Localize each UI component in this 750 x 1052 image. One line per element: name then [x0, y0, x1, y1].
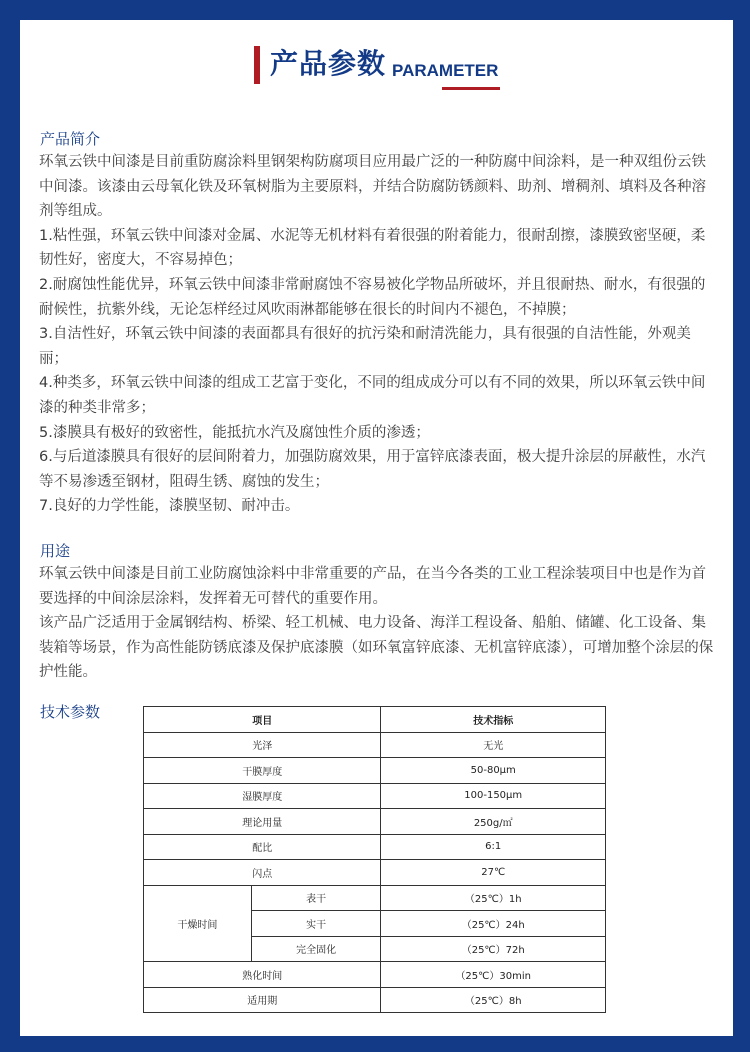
section-header — [20, 20, 733, 120]
intro-point-2: 2.耐腐蚀性能优异，环氧云铁中间漆非常耐腐蚀不容易被化学物品所破坏，并且很耐热、耐水，有很强的耐候性，抗紫外线，无论怎样经过风吹雨淋都能够在很长的时间内不褪色，不掉膜； — [39, 276, 706, 318]
intro-point-3: 3.自洁性好，环氧云铁中间漆的表面都具有很好的抗污染和耐清洗能力，具有很强的自洁性能，外观美丽； — [39, 326, 691, 367]
intro-point-4: 4.种类多，环氧云铁中间漆的组成工艺富于变化，不同的组成成分可以有不同的效果，所以环氧云铁中间漆的种类非常多； — [39, 375, 706, 416]
row-item: 闪点 — [144, 860, 381, 886]
row-spec: （25℃）8h — [381, 987, 606, 1013]
header-accent-bar — [254, 46, 260, 84]
row-item: 配比 — [144, 834, 381, 860]
intro-point-7: 7.良好的力学性能，漆膜坚韧、耐冲击。 — [39, 498, 300, 515]
content-panel — [20, 20, 733, 1036]
row-spec: （25℃）30min — [381, 962, 606, 988]
row-subitem: 完全固化 — [251, 936, 381, 962]
row-item: 湿膜厚度 — [144, 783, 381, 809]
row-spec: 250g/㎡ — [381, 809, 606, 835]
usage-paragraph-2: 该产品广泛适用于金属钢结构、桥梁、轻工机械、电力设备、海洋工程设备、船舶、储罐、化工设备、集装箱等场景，作为高性能防锈底漆及保护底漆膜（如环氧富锌底漆、无机富锌底漆），可增加整个涂层的保护性能。 — [39, 615, 714, 681]
row-spec: 无光 — [381, 732, 606, 758]
intro-point-6: 6.与后道漆膜具有很好的层间附着力，加强防腐效果，用于富锌底漆表面，极大提升涂层的屏蔽性，水汽等不易渗透至钢材，阻碍生锈、腐蚀的发生； — [39, 449, 706, 490]
row-subitem: 表干 — [251, 885, 381, 911]
tech-heading: 技术参数 — [40, 703, 101, 721]
row-spec: 50-80μm — [381, 758, 606, 784]
header-item: 项目 — [144, 707, 381, 733]
row-item: 理论用量 — [144, 809, 381, 835]
row-item: 光泽 — [144, 732, 381, 758]
table-row — [144, 834, 606, 860]
page-title: 产品参数 — [270, 47, 387, 80]
page-title-english: PARAMETER — [392, 61, 499, 80]
table-row — [144, 962, 606, 988]
drying-time-label: 干燥时间 — [144, 885, 252, 962]
row-item: 干膜厚度 — [144, 758, 381, 784]
row-spec: 100-150μm — [381, 783, 606, 809]
intro-point-1: 1.粘性强，环氧云铁中间漆对金属、水泥等无机材料有着很强的附着能力，很耐刮擦，漆膜致密坚硬，柔韧性好，密度大，不容易掉色； — [39, 227, 706, 269]
row-subitem: 实干 — [251, 911, 381, 937]
intro-text — [39, 150, 717, 519]
row-spec: （25℃）24h — [381, 911, 606, 937]
intro-heading: 产品简介 — [40, 130, 101, 148]
table-row — [144, 732, 606, 758]
table-header-row — [144, 707, 606, 733]
table-row — [144, 783, 606, 809]
usage-heading: 用途 — [40, 542, 71, 560]
row-spec: （25℃）1h — [381, 885, 606, 911]
usage-paragraph-1: 环氧云铁中间漆是目前工业防腐蚀涂料中非常重要的产品，在当今各类的工业工程涂装项目中也是作为首要选择的中间涂层涂料，发挥着无可替代的重要作用。 — [39, 566, 706, 607]
table-row — [144, 987, 606, 1013]
row-spec: 27℃ — [381, 860, 606, 886]
usage-text — [39, 562, 717, 685]
table-row — [144, 885, 606, 911]
table-row — [144, 809, 606, 835]
title-underline — [442, 87, 500, 90]
row-item: 适用期 — [144, 987, 381, 1013]
row-spec: 6:1 — [381, 834, 606, 860]
table-row — [144, 860, 606, 886]
header-spec: 技术指标 — [381, 707, 606, 733]
row-item: 熟化时间 — [144, 962, 381, 988]
row-spec: （25℃）72h — [381, 936, 606, 962]
spec-table — [143, 706, 606, 1013]
table-row — [144, 758, 606, 784]
intro-point-5: 5.漆膜具有极好的致密性，能抵抗水汽及腐蚀性介质的渗透； — [39, 424, 430, 441]
intro-paragraph: 环氧云铁中间漆是目前重防腐涂料里钢架构防腐项目应用最广泛的一种防腐中间涂料，是一种双组份云铁中间漆。该漆由云母氧化铁及环氧树脂为主要原料，并结合防腐防锈颜料、助剂、增稠剂、填料及各种溶剂等组成。 — [39, 154, 706, 220]
